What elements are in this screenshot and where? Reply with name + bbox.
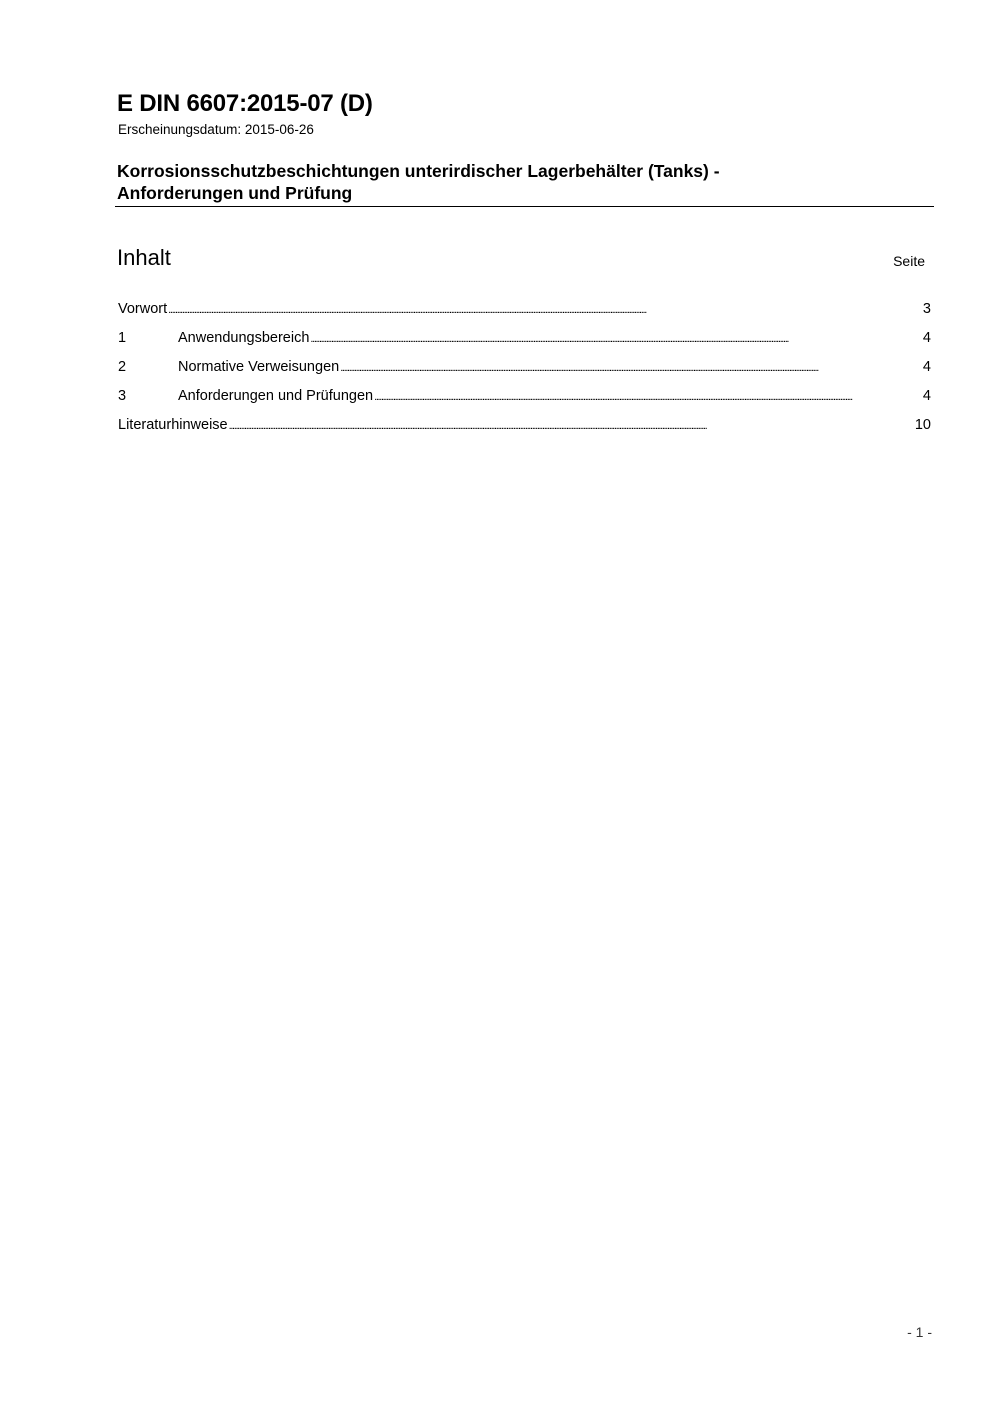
toc-dot-leader xyxy=(310,333,922,345)
document-title-line-2: Anforderungen und Prüfung xyxy=(117,183,353,203)
table-of-contents xyxy=(118,301,931,446)
toc-entry-literaturhinweise[interactable] xyxy=(118,417,931,446)
toc-entry-page: 3 xyxy=(922,301,931,317)
toc-heading: Inhalt xyxy=(117,245,171,270)
toc-dot-leader xyxy=(340,362,922,374)
toc-entry-title: Vorwort xyxy=(118,301,168,317)
toc-page-column-label: Seite xyxy=(893,253,925,269)
toc-entry-anwendungsbereich[interactable] xyxy=(118,330,931,359)
issue-date: Erscheinungsdatum: 2015-06-26 xyxy=(118,122,314,137)
document-id: E DIN 6607:2015-07 (D) xyxy=(117,90,373,117)
page-number: - 1 - xyxy=(907,1324,932,1340)
toc-entry-number: 2 xyxy=(118,359,127,375)
toc-entry-page: 4 xyxy=(922,359,931,375)
toc-dot-leader xyxy=(374,391,922,403)
toc-entry-title: Normative Verweisungen xyxy=(178,359,340,375)
toc-entry-anforderungen-und-pruefungen[interactable] xyxy=(118,388,931,417)
toc-entry-title: Literaturhinweise xyxy=(118,417,228,433)
toc-dot-leader xyxy=(229,420,914,432)
toc-entry-number: 1 xyxy=(118,330,127,346)
toc-entry-page: 4 xyxy=(922,388,931,404)
toc-entry-normative-verweisungen[interactable] xyxy=(118,359,931,388)
title-divider xyxy=(115,206,934,207)
toc-dot-leader xyxy=(168,304,922,316)
document-title xyxy=(117,160,917,204)
toc-entry-page: 4 xyxy=(922,330,931,346)
toc-entry-page: 10 xyxy=(914,417,931,433)
toc-entry-number: 3 xyxy=(118,388,127,404)
toc-entry-vorwort[interactable] xyxy=(118,301,931,330)
toc-entry-title: Anwendungsbereich xyxy=(178,330,310,346)
toc-entry-title: Anforderungen und Prüfungen xyxy=(178,388,374,404)
document-title-line-1: Korrosionsschutzbeschichtungen unterirdischer Lagerbehälter (Tanks) - xyxy=(117,161,720,181)
